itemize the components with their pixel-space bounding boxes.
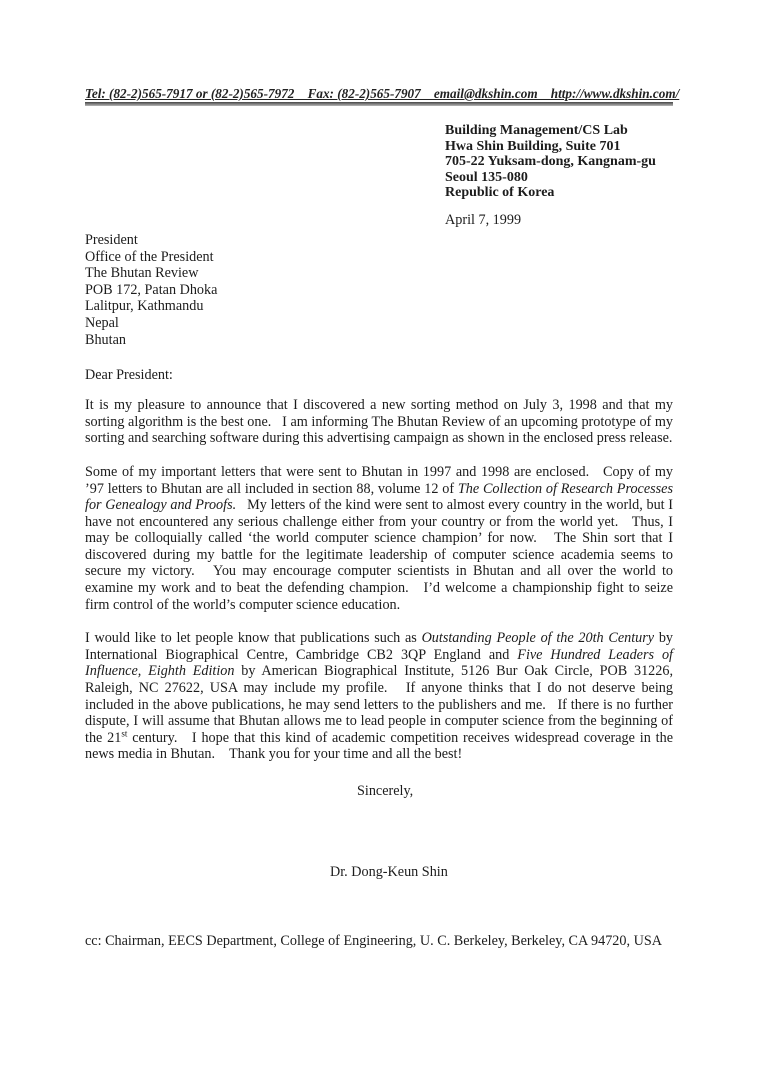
recipient-address-block xyxy=(85,232,673,348)
salutation: Dear President: xyxy=(85,367,173,384)
text-run: My letters of the kind were sent to almost every country in the world, but I have not encountered any serious challenge either from your country or from the world yet. Thus, I may be colloquially called ‘the world computer science champion’ for now. The Shin sort that I discovered during my battle for the legitimate leadership of computer science academia seems to secure my victory. You may encourage computer scientists in Bhutan and all over the world to examine my work and to beat the defending champion. I’d welcome a championship fight to seize firm control of the world’s computer science education. xyxy=(85,497,673,613)
contact-header-line: Tel: (82-2)565-7917 or (82-2)565-7972 Fax: (82-2)565-7907 email@dkshin.com http://www.dkshin.com/ xyxy=(85,86,680,101)
sender-address-block xyxy=(445,123,673,201)
address-line: Building Management/CS Lab xyxy=(445,123,628,138)
text-run: century. I hope that this kind of academic competition receives widespread coverage in the news media in Bhutan. Thank you for your time and all the best! xyxy=(85,729,673,763)
address-line: Bhutan xyxy=(85,331,126,348)
date-line: April 7, 1999 xyxy=(445,211,522,228)
body-paragraph-1 xyxy=(85,397,673,447)
address-line: Lalitpur, Kathmandu xyxy=(85,298,204,315)
text-run: Some of my important letters that were sent to Bhutan in 1997 and 1998 are enclosed. Copy of my ’97 letters to Bhutan are all included in section 88, volume 12 of xyxy=(85,463,673,497)
address-line: POB 172, Patan Dhoka xyxy=(85,281,218,298)
superscript-run: st xyxy=(121,728,128,739)
text-run: It is my pleasure to announce that I discovered a new sorting method on July 3, 1998 and that my sorting algorithm is the best one. I am informing The Bhutan Review of an upcoming prototype of my sorting and searching software during this advertising campaign as shown in the enclosed press release. xyxy=(85,397,673,447)
header-horizontal-rule xyxy=(85,102,673,106)
italic-text-run: The Collection of Research Processes for Genealogy and Proofs. xyxy=(85,480,673,514)
body-paragraph-3 xyxy=(85,630,673,763)
address-line: The Bhutan Review xyxy=(85,265,199,282)
italic-text-run: Outstanding People of the 20th Century xyxy=(421,630,655,647)
closing-line: Sincerely, xyxy=(357,783,414,799)
address-line: Nepal xyxy=(85,314,119,331)
cc-line: cc: Chairman, EECS Department, College of Engineering, U. C. Berkeley, Berkeley, CA 94720, USA xyxy=(85,933,662,949)
address-line: President xyxy=(85,231,138,248)
address-line: Seoul 135-080 xyxy=(445,169,528,185)
address-line: 705-22 Yuksam-dong, Kangnam-gu xyxy=(445,154,656,170)
address-line: Office of the President xyxy=(85,248,214,265)
text-run: by International Biographical Centre, Cambridge CB2 3QP England and xyxy=(85,630,673,663)
text-run: by American Biographical Institute, 5126 Bur Oak Circle, POB 31226, Raleigh, NC 27622, USA may include my profile. If anyone thinks that I do not deserve being included in the above publications, he may send letters to the publishers and me. If there is no further dispute, I will assume that Bhutan allows me to lead people in computer science from the beginning of the 21 xyxy=(85,663,673,746)
signature-name: Dr. Dong-Keun Shin xyxy=(330,864,448,880)
italic-text-run: Five Hundred Leaders of Influence, Eighth Edition xyxy=(85,646,674,680)
address-line: Republic of Korea xyxy=(445,185,555,201)
text-run: I would like to let people know that publications such as xyxy=(85,630,422,647)
address-line: Hwa Shin Building, Suite 701 xyxy=(445,138,621,154)
body-paragraph-2 xyxy=(85,464,673,613)
